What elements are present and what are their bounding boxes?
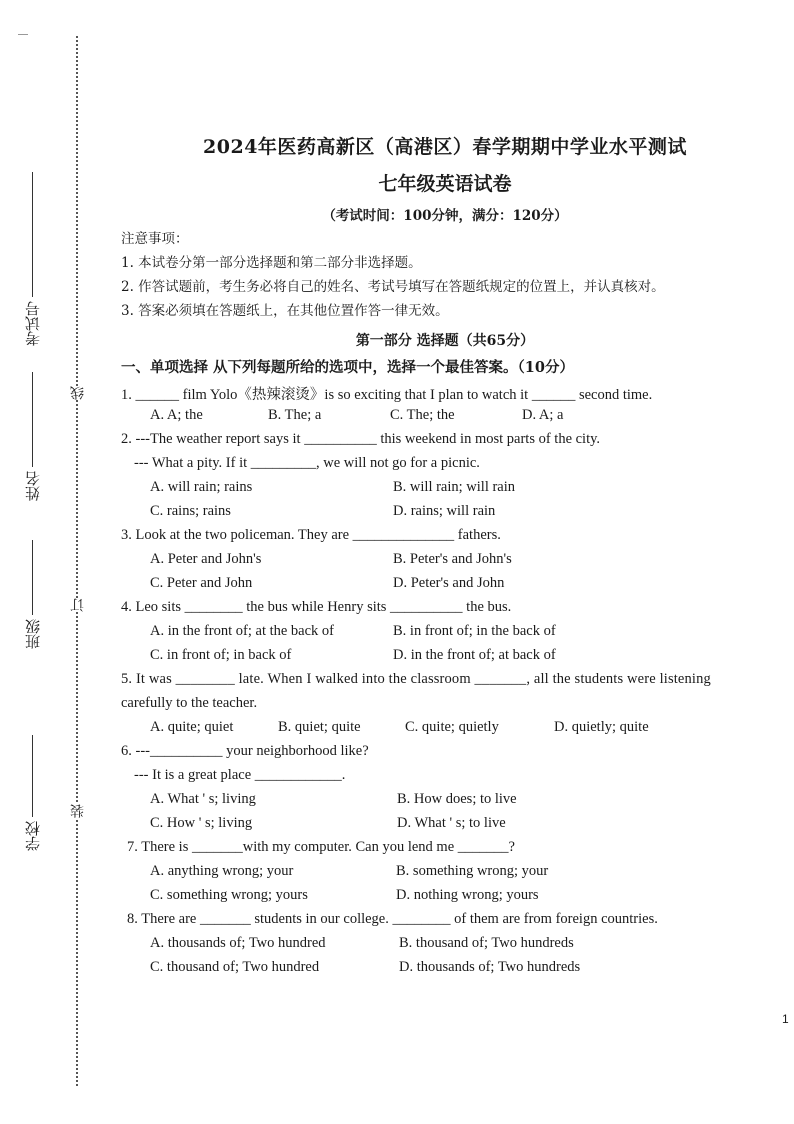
school-blank[interactable] bbox=[32, 735, 34, 817]
exam-number-blank[interactable] bbox=[32, 172, 34, 297]
name-blank[interactable] bbox=[32, 372, 34, 467]
name-field bbox=[22, 372, 43, 501]
notes-heading: 注意事项： bbox=[121, 231, 189, 247]
question-5-stem: 5. It was ________ late. When I walked into the classroom _______, all the students were listening bbox=[121, 671, 711, 687]
question-5-option-b[interactable]: B. quiet; quite bbox=[278, 719, 361, 735]
question-1-stem: 1. ______ film Yolo《热辣滚烫》is so exciting that I plan to watch it ______ second time. bbox=[121, 387, 653, 403]
question-4-option-b[interactable]: B. in front of; in the back of bbox=[393, 623, 556, 639]
question-4-option-d[interactable]: D. in the front of; at back of bbox=[393, 647, 556, 663]
question-4-option-c[interactable]: C. in front of; in back of bbox=[150, 647, 292, 663]
question-6-option-b[interactable]: B. How does; to live bbox=[397, 791, 517, 807]
class-blank[interactable] bbox=[32, 540, 34, 615]
binding-dotted-line bbox=[76, 36, 78, 1086]
question-2-option-d[interactable]: D. rains; will rain bbox=[393, 503, 496, 519]
note-item: 3. 答案必须填在答题纸上，在其他位置作答一律无效。 bbox=[121, 303, 449, 319]
school-field bbox=[22, 735, 43, 851]
question-2-option-b[interactable]: B. will rain; will rain bbox=[393, 479, 516, 495]
note-item: 2. 作答试题前，考生务必将自己的姓名、考试号填写在答题纸规定的位置上，并认真核对。 bbox=[121, 279, 665, 295]
question-4-stem: 4. Leo sits ________ the bus while Henry sits __________ the bus. bbox=[121, 599, 512, 615]
question-5-option-c[interactable]: C. quite; quietly bbox=[405, 719, 499, 735]
question-6-stem-line-2: --- It is a great place ____________. bbox=[134, 767, 346, 783]
question-7-option-a[interactable]: A. anything wrong; your bbox=[150, 863, 294, 879]
question-7-option-d[interactable]: D. nothing wrong; yours bbox=[396, 887, 539, 903]
question-6-option-a[interactable]: A. What ' s; living bbox=[150, 791, 256, 807]
notes-block bbox=[121, 227, 665, 323]
note-item: 1. 本试卷分第一部分选择题和第二部分非选择题。 bbox=[121, 255, 422, 271]
exam-subtitle: 七年级英语试卷 bbox=[378, 173, 512, 195]
exam-header bbox=[100, 132, 790, 224]
question-3-option-b[interactable]: B. Peter's and John's bbox=[393, 551, 512, 567]
question-3-stem: 3. Look at the two policeman. They are ______________ fathers. bbox=[121, 527, 501, 543]
question-3-option-a[interactable]: A. Peter and John's bbox=[150, 551, 262, 567]
corner-mark bbox=[18, 34, 28, 35]
school-label: 学校 bbox=[24, 821, 42, 851]
question-8-option-b[interactable]: B. thousand of; Two hundreds bbox=[399, 935, 574, 951]
question-5-stem-line-2: carefully to the teacher. bbox=[121, 695, 258, 711]
question-2-stem-line-2: --- What a pity. If it _________, we will not go for a picnic. bbox=[134, 455, 480, 471]
question-6-option-d[interactable]: D. What ' s; to live bbox=[397, 815, 506, 831]
binding-word-pack: 装 bbox=[70, 804, 86, 818]
question-6-option-c[interactable]: C. How ' s; living bbox=[150, 815, 253, 831]
class-field bbox=[22, 540, 43, 649]
question-5-option-d[interactable]: D. quietly; quite bbox=[554, 719, 649, 735]
question-7-stem: 7. There is _______with my computer. Can you lend me _______? bbox=[127, 839, 515, 855]
question-8-option-d[interactable]: D. thousands of; Two hundreds bbox=[399, 959, 581, 975]
exam-title: 2024年医药高新区（高港区）春学期期中学业水平测试 bbox=[203, 136, 687, 158]
question-8-option-a[interactable]: A. thousands of; Two hundred bbox=[150, 935, 326, 951]
question-7-option-c[interactable]: C. something wrong; yours bbox=[150, 887, 308, 903]
class-label: 班级 bbox=[24, 619, 42, 649]
question-1-option-c[interactable]: C. The; the bbox=[390, 407, 455, 423]
name-label: 姓名 bbox=[24, 471, 42, 501]
question-8-stem: 8. There are _______ students in our college. ________ of them are from foreign countries. bbox=[127, 911, 658, 927]
question-8-option-c[interactable]: C. thousand of; Two hundred bbox=[150, 959, 320, 975]
binding-word-line: 线 bbox=[70, 386, 86, 400]
question-6-stem: 6. ---__________ your neighborhood like? bbox=[121, 743, 369, 759]
question-2-stem: 2. ---The weather report says it __________ this weekend in most parts of the city. bbox=[121, 431, 601, 447]
question-2-option-c[interactable]: C. rains; rains bbox=[150, 503, 231, 519]
binding-word-bind: 订 bbox=[70, 598, 86, 612]
question-1-option-d[interactable]: D. A; a bbox=[522, 407, 564, 423]
exam-number-field bbox=[22, 172, 43, 346]
section-one-title: 一、单项选择 从下列每题所给的选项中，选择一个最佳答案。（10分） bbox=[121, 359, 574, 376]
question-4-option-a[interactable]: A. in the front of; at the back of bbox=[150, 623, 335, 639]
question-5-option-a[interactable]: A. quite; quiet bbox=[150, 719, 234, 735]
page-number: 1 bbox=[782, 1012, 789, 1026]
question-3-option-d[interactable]: D. Peter's and John bbox=[393, 575, 505, 591]
exam-info: （考试时间：100分钟，满分：120分） bbox=[322, 208, 568, 224]
exam-number-label: 考试号 bbox=[24, 301, 42, 346]
question-1-option-a[interactable]: A. A; the bbox=[150, 407, 203, 423]
question-1-option-b[interactable]: B. The; a bbox=[268, 407, 322, 423]
part-one-title: 第一部分 选择题（共65分） bbox=[355, 333, 535, 349]
question-7-option-b[interactable]: B. something wrong; your bbox=[396, 863, 549, 879]
question-3-option-c[interactable]: C. Peter and John bbox=[150, 575, 253, 591]
question-2-option-a[interactable]: A. will rain; rains bbox=[150, 479, 253, 495]
